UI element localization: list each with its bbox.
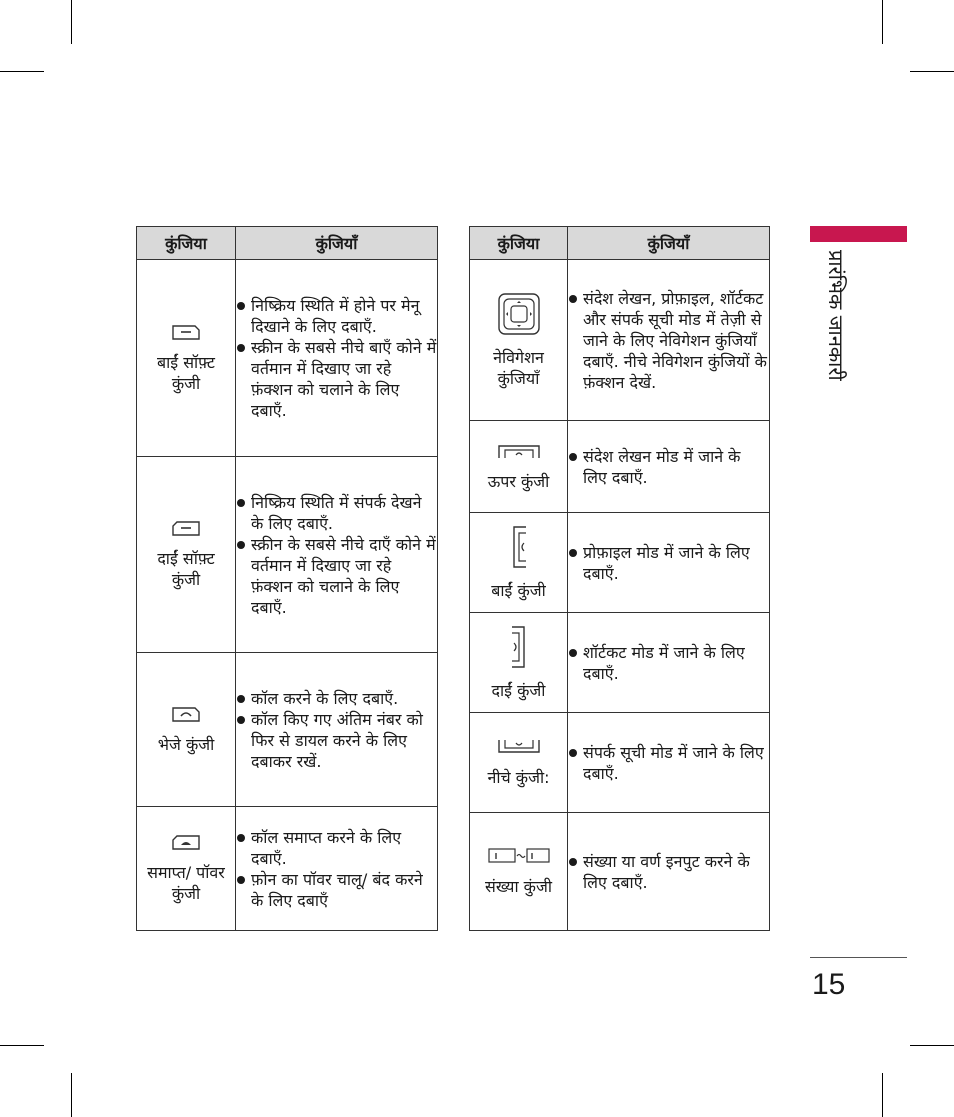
bullet-item: कॉल समाप्त करने के लिए दबाएँ. [236,827,437,869]
bullet-item: फ़ोन का पॉवर चालू/ बंद करने के लिए दबाएँ [236,869,437,911]
key-name: नीचे कुंजी: [487,767,550,787]
bullet-item: संदेश लेखन मोड में जाने के लिए दबाएँ. [568,446,769,488]
key-cell [470,260,568,421]
left-key-icon [510,525,528,574]
down-key-icon [497,738,541,761]
right-keys-table [469,226,770,931]
description-cell [568,613,770,713]
key-cell [137,653,236,807]
column-header-key: कुंजिया [137,227,236,260]
description-cell [236,457,438,653]
bullet-item: निष्क्रिय स्थिति में होने पर मेनू दिखाने के लिए दबाएँ. [236,295,437,337]
number-keys-icon [488,847,550,870]
crop-mark [71,0,72,44]
end-power-key-icon [171,833,201,856]
bullet-item: संपर्क सूची मोड में जाने के लिए दबाएँ. [568,742,769,784]
key-cell [470,613,568,713]
key-cell [470,713,568,813]
right-soft-key-icon [171,519,201,542]
bullet-item: स्क्रीन के सबसे नीचे बाएँ कोने में वर्तमान में दिखाए जा रहे फ़ंक्शन को चलाने के लिए दबाएँ. [236,337,437,421]
table-row [470,260,770,421]
key-name: बाईं कुंजी [491,580,546,600]
key-cell [470,421,568,513]
crop-mark [910,71,954,72]
right-key-icon [510,625,528,674]
crop-mark [910,1045,954,1046]
table-header-row [470,227,770,260]
key-name: बाईं सॉफ़्ट कुंजी [156,352,215,393]
section-accent-bar [810,226,907,242]
page-number-rule [810,957,907,958]
column-header-description: कुंजियाँ [236,227,438,260]
bullet-item: निष्क्रिय स्थिति में संपर्क देखने के लिए दबाएँ. [236,492,437,534]
left-keys-table [136,226,438,931]
description-cell [568,260,770,421]
navigation-keys-icon [497,292,541,341]
table-row [470,421,770,513]
bullet-item: शॉर्टकट मोड में जाने के लिए दबाएँ. [568,642,769,684]
bullet-item: स्क्रीन के सबसे नीचे दाएँ कोने में वर्तमान में दिखाए जा रहे फ़ंक्शन को चलाने के लिए दबाएँ. [236,534,437,618]
description-cell [568,513,770,613]
left-soft-key-icon [171,323,201,346]
column-header-key: कुंजिया [470,227,568,260]
description-cell [568,713,770,813]
crop-mark [882,0,883,44]
table-row [470,513,770,613]
key-name: समाप्त/ पॉवर कुंजी [147,863,225,903]
description-cell [236,807,438,931]
description-cell [568,421,770,513]
description-cell [236,260,438,457]
table-row [470,713,770,813]
key-name: भेजे कुंजी [157,734,215,754]
bullet-item: प्रोफ़ाइल मोड में जाने के लिए दबाएँ. [568,542,769,584]
column-header-description: कुंजियाँ [568,227,770,260]
send-key-icon [171,705,201,728]
bullet-item: कॉल किए गए अंतिम नंबर को फिर से डायल करने के लिए दबाकर रखें. [236,709,437,772]
section-title: प्रारंभिक जानकारी [824,250,848,381]
key-cell [137,807,236,931]
page-number: 15 [812,968,846,1001]
bullet-item: संदेश लेखन, प्रोफ़ाइल, शॉर्टकट और संपर्क सूची मोड में तेज़ी से जाने के लिए नेविगेशन कुंजियाँ दबाएँ. नीचे नेविगेशन कुंजियों के फ़ंक्शन देखें. [568,288,769,393]
key-cell [470,813,568,931]
key-name: ऊपर कुंजी [487,471,550,491]
crop-mark [882,1073,883,1117]
bullet-item: संख्या या वर्ण इनपुट करने के लिए दबाएँ. [568,851,769,893]
key-name: संख्या कुंजी [485,876,552,896]
description-cell [568,813,770,931]
crop-mark [0,1045,44,1046]
up-key-icon [497,442,541,465]
table-row [137,807,438,931]
key-name: दाईं कुंजी [491,680,546,700]
table-row [470,613,770,713]
table-row [137,457,438,653]
table-row [137,653,438,807]
table-row [137,260,438,457]
table-header-row [137,227,438,260]
crop-mark [71,1073,72,1117]
key-cell [137,457,236,653]
key-name: दाईं सॉफ़्ट कुंजी [157,549,215,589]
key-name: नेविगेशन कुंजियाँ [493,347,544,388]
crop-mark [0,71,44,72]
key-cell [470,513,568,613]
bullet-item: कॉल करने के लिए दबाएँ. [236,688,437,709]
table-row [470,813,770,931]
description-cell [236,653,438,807]
key-cell [137,260,236,457]
